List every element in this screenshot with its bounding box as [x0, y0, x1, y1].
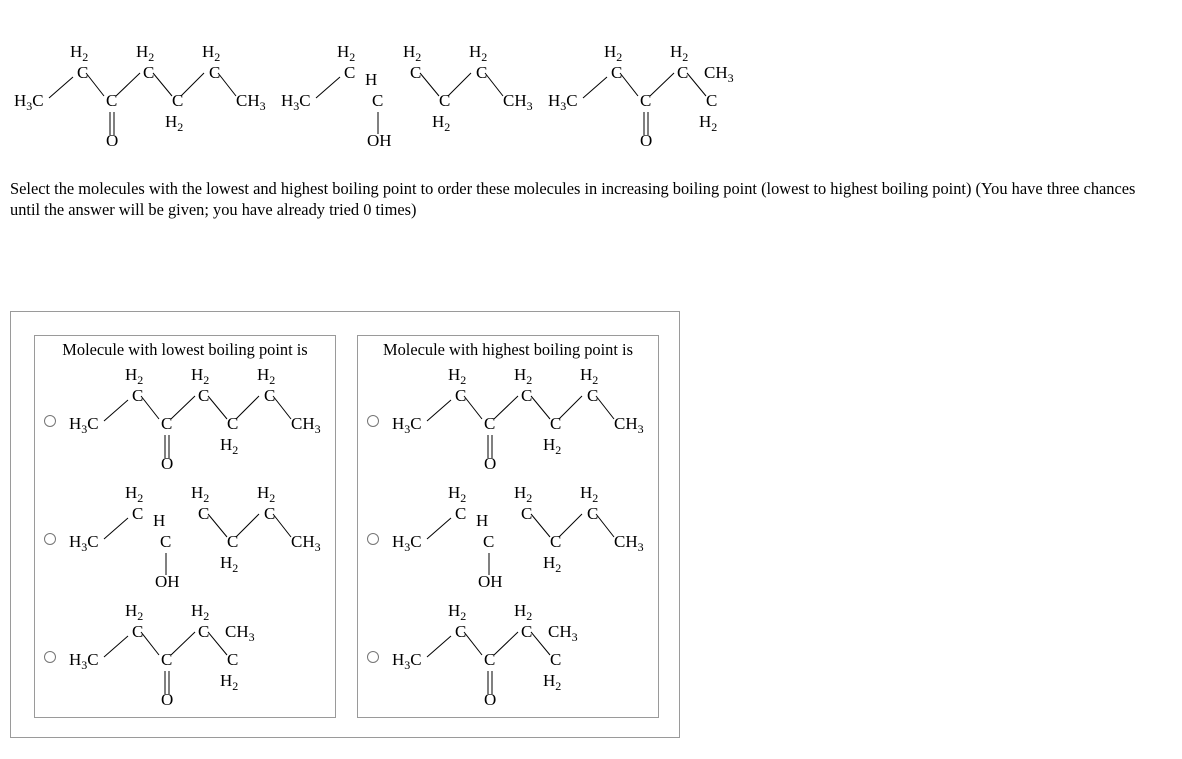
header-molecule-hexan-3-one-carbonyl-c-label: C	[640, 91, 652, 110]
header-molecule-heptan-3-ol-bond-4	[485, 73, 503, 96]
highest-molecule-heptan-3-ol-bond-3	[559, 514, 582, 537]
header-molecule-heptan-3-one-ch2-2-c-label: C	[143, 63, 155, 82]
header-molecule-heptan-3-ol-methine-h-label: H	[365, 70, 378, 89]
header-molecule-heptan-3-one-bond-5	[181, 73, 204, 96]
header-molecule-heptan-3-ol-ch2-4-h2-label: $H_2$	[469, 42, 488, 64]
lowest-molecule-hexan-3-one-ch2-2-h2-label: $H_2$	[191, 601, 210, 623]
lowest-option-heptan-3-one[interactable]	[35, 366, 335, 484]
lowest-molecule-heptan-3-ol-ch2-3-h2-label: $H_2$	[220, 553, 239, 575]
header-molecule-heptan-3-one-ch2-3-h2-label: $H_2$	[165, 112, 184, 134]
lowest-molecule-heptan-3-ol-methine-h-label: H	[153, 511, 166, 530]
lowest-molecule-hexan-3-one-ch2-3-h2-label: $H_2$	[220, 671, 239, 693]
header-molecule-hexan-3-one-bond-2	[620, 73, 638, 96]
highest-molecule-heptan-3-one-bond-4	[531, 396, 550, 419]
highest-molecule-heptan-3-one-bond-3	[494, 396, 518, 419]
header-molecule-heptan-3-one-ch2-1-h2-label: $H_2$	[70, 42, 89, 64]
header-molecule-heptan-3-ol-ch2-2-h2-label: $H_2$	[403, 42, 422, 64]
highest-molecule-hexan-3-one-ch2-2-c-label: C	[521, 622, 533, 641]
lowest-molecule-heptan-3-one-ch2-3-h2-label: $H_2$	[220, 435, 239, 457]
highest-molecule-heptan-3-ol-ch2-1-c-label: C	[455, 504, 467, 523]
lowest-molecule-heptan-3-one-ch2-4-h2-label: $H_2$	[257, 365, 276, 387]
highest-molecule-hexan-3-one-h3c-label: $H_3C$	[392, 650, 422, 672]
header-molecule-heptan-3-ol-ch2-4-c-label: C	[476, 63, 488, 82]
highest-radio-heptan-3-one[interactable]	[367, 415, 379, 427]
header-molecule-hexan-3-one-oxygen-label: O	[640, 131, 653, 150]
header-molecule-heptan-3-ol-ch3-label: $CH_3$	[503, 91, 533, 113]
lowest-molecule-heptan-3-one-bond-3	[171, 396, 195, 419]
header-molecule-heptan-3-ol-h3c-label: $H_3C$	[281, 91, 311, 113]
lowest-molecule-heptan-3-ol-ch2-1-h2-label: $H_2$	[125, 483, 144, 505]
highest-molecule-heptan-3-ol-ch2-3-h2-label: $H_2$	[543, 553, 562, 575]
highest-molecule-heptan-3-one	[392, 367, 652, 471]
highest-molecule-hexan-3-one-ch2-3-c-label: C	[550, 650, 562, 669]
header-molecule-heptan-3-one-ch2-2-h2-label: $H_2$	[136, 42, 155, 64]
lowest-molecule-heptan-3-ol	[69, 485, 329, 589]
highest-molecule-heptan-3-ol-ch2-1-h2-label: $H_2$	[448, 483, 467, 505]
lowest-molecule-heptan-3-one-ch2-1-h2-label: $H_2$	[125, 365, 144, 387]
lowest-molecule-hexan-3-one-h3c-label: $H_3C$	[69, 650, 99, 672]
highest-molecule-heptan-3-ol-ch2-2-c-label: C	[521, 504, 533, 523]
highest-molecule-heptan-3-ol-ch2-4-c-label: C	[587, 504, 599, 523]
highest-molecule-heptan-3-one-ch2-1-h2-label: $H_2$	[448, 365, 467, 387]
lowest-molecule-heptan-3-ol-ch3-label: $CH_3$	[291, 532, 321, 554]
lowest-molecule-hexan-3-one-oxygen-label: O	[161, 690, 174, 709]
header-molecule-heptan-3-ol-bond-3	[448, 73, 471, 96]
highest-molecule-heptan-3-one-h3c-label: $H_3C$	[392, 414, 422, 436]
header-molecule-heptan-3-one-bond-6	[218, 73, 236, 96]
highest-option-heptan-3-ol[interactable]	[358, 484, 658, 602]
header-molecule-heptan-3-ol-bond-2	[420, 73, 439, 96]
lowest-molecule-hexan-3-one-ch2-2-c-label: C	[198, 622, 210, 641]
highest-boiling-panel	[357, 335, 659, 718]
lowest-molecule-heptan-3-ol-ch2-4-c-label: C	[264, 504, 276, 523]
highest-option-heptan-3-one[interactable]	[358, 366, 658, 484]
highest-molecule-heptan-3-ol-bond-2	[531, 514, 550, 537]
lowest-molecule-heptan-3-one-ch2-4-c-label: C	[264, 386, 276, 405]
highest-molecule-heptan-3-ol-ch3-label: $CH_3$	[614, 532, 644, 554]
header-molecule-heptan-3-one-bond-2	[86, 73, 104, 96]
header-molecule-hexan-3-one-ch2-3-h2-label: $H_2$	[699, 112, 718, 134]
lowest-molecule-heptan-3-one-bond-6	[273, 396, 291, 419]
lowest-molecule-heptan-3-ol-bond-1	[104, 518, 128, 539]
lowest-molecule-heptan-3-one-ch2-1-c-label: C	[132, 386, 144, 405]
lowest-molecule-hexan-3-one-carbonyl-c-label: C	[161, 650, 173, 669]
lowest-molecule-heptan-3-ol-bond-3	[236, 514, 259, 537]
lowest-radio-hexan-3-one[interactable]	[44, 651, 56, 663]
lowest-molecule-heptan-3-ol-methine-c-label: C	[160, 532, 172, 551]
lowest-molecule-heptan-3-one	[69, 367, 329, 471]
header-molecule-heptan-3-one-ch2-3-c-label: C	[172, 91, 184, 110]
header-molecule-hexan-3-one-ch2-2-c-label: C	[677, 63, 689, 82]
highest-molecule-hexan-3-one-bond-2	[464, 632, 482, 655]
header-molecule-hexan-3-one-h3c-label: $H_3C$	[548, 91, 578, 113]
lowest-molecule-heptan-3-one-ch2-2-c-label: C	[198, 386, 210, 405]
header-molecule-heptan-3-one-bond-4	[153, 73, 172, 96]
highest-radio-heptan-3-ol[interactable]	[367, 533, 379, 545]
highest-molecule-hexan-3-one	[392, 603, 652, 707]
lowest-molecule-heptan-3-one-bond-2	[141, 396, 159, 419]
highest-molecule-hexan-3-one-ch2-2-h2-label: $H_2$	[514, 601, 533, 623]
lowest-molecule-hexan-3-one	[69, 603, 329, 707]
header-molecule-hexan-3-one-ch2-3-c-label: C	[706, 91, 718, 110]
header-molecule-hexan-3-one-ch2-1-c-label: C	[611, 63, 623, 82]
header-molecule-heptan-3-ol-ch2-2-c-label: C	[410, 63, 422, 82]
highest-molecule-heptan-3-one-ch2-2-h2-label: $H_2$	[514, 365, 533, 387]
lowest-molecule-heptan-3-one-ch3-label: $CH_3$	[291, 414, 321, 436]
lowest-molecule-hexan-3-one-ch2-3-c-label: C	[227, 650, 239, 669]
answer-box	[10, 311, 680, 738]
header-molecule-heptan-3-one-ch2-1-c-label: C	[77, 63, 89, 82]
highest-option-hexan-3-one[interactable]	[358, 602, 658, 720]
header-molecule-heptan-3-ol-hydroxyl-label: OH	[367, 131, 392, 150]
header-molecule-heptan-3-ol-methine-c-label: C	[372, 91, 384, 110]
lowest-molecule-heptan-3-ol-ch2-1-c-label: C	[132, 504, 144, 523]
lowest-molecule-heptan-3-one-bond-4	[208, 396, 227, 419]
lowest-molecule-heptan-3-ol-h3c-label: $H_3C$	[69, 532, 99, 554]
highest-molecule-heptan-3-one-bond-5	[559, 396, 582, 419]
lowest-molecule-heptan-3-one-ch2-2-h2-label: $H_2$	[191, 365, 210, 387]
lowest-molecule-heptan-3-ol-bond-4	[273, 514, 291, 537]
header-molecule-hexan-3-one-ch3-label: $CH_3$	[704, 63, 734, 85]
lowest-molecule-heptan-3-ol-ch2-4-h2-label: $H_2$	[257, 483, 276, 505]
highest-molecule-hexan-3-one-ch2-1-h2-label: $H_2$	[448, 601, 467, 623]
lowest-molecule-heptan-3-ol-ch2-3-c-label: C	[227, 532, 239, 551]
header-molecule-heptan-3-ol-ch2-1-h2-label: $H_2$	[337, 42, 356, 64]
highest-molecule-heptan-3-one-ch3-label: $CH_3$	[614, 414, 644, 436]
header-molecule-heptan-3-ol-ch2-3-c-label: C	[439, 91, 451, 110]
header-molecule-heptan-3-ol-bond-1	[316, 77, 340, 98]
highest-molecule-heptan-3-one-ch2-4-c-label: C	[587, 386, 599, 405]
header-molecule-heptan-3-one-ch2-4-h2-label: $H_2$	[202, 42, 221, 64]
lowest-molecule-heptan-3-ol-ch2-2-c-label: C	[198, 504, 210, 523]
header-molecule-hexan-3-one-bond-1	[583, 77, 607, 98]
header-molecule-heptan-3-one-bond-3	[116, 73, 140, 96]
lowest-molecule-hexan-3-one-ch3-label: $CH_3$	[225, 622, 255, 644]
lowest-molecule-hexan-3-one-bond-1	[104, 636, 128, 657]
lowest-molecule-hexan-3-one-ch2-1-c-label: C	[132, 622, 144, 641]
lowest-radio-heptan-3-ol[interactable]	[44, 533, 56, 545]
highest-molecule-heptan-3-ol-methine-h-label: H	[476, 511, 489, 530]
header-molecule-heptan-3-ol-ch2-1-c-label: C	[344, 63, 356, 82]
header-molecule-heptan-3-one-ch2-4-c-label: C	[209, 63, 221, 82]
lowest-option-hexan-3-one[interactable]	[35, 602, 335, 720]
lowest-molecule-heptan-3-ol-hydroxyl-label: OH	[155, 572, 180, 591]
lowest-molecule-hexan-3-one-bond-2	[141, 632, 159, 655]
lowest-molecule-heptan-3-ol-ch2-2-h2-label: $H_2$	[191, 483, 210, 505]
highest-molecule-heptan-3-one-ch2-2-c-label: C	[521, 386, 533, 405]
highest-molecule-heptan-3-ol-methine-c-label: C	[483, 532, 495, 551]
lowest-panel-title: Molecule with lowest boiling point is	[62, 340, 308, 359]
header-molecule-hexan-3-one-bond-3	[650, 73, 674, 96]
highest-molecule-heptan-3-ol-h3c-label: $H_3C$	[392, 532, 422, 554]
highest-molecule-heptan-3-one-ch2-1-c-label: C	[455, 386, 467, 405]
highest-molecule-heptan-3-one-ch2-3-c-label: C	[550, 414, 562, 433]
header-molecule-heptan-3-ol-ch2-3-h2-label: $H_2$	[432, 112, 451, 134]
highest-molecule-hexan-3-one-oxygen-label: O	[484, 690, 497, 709]
highest-molecule-heptan-3-ol-bond-1	[427, 518, 451, 539]
header-molecule-heptan-3-one-ch3-label: $CH_3$	[236, 91, 266, 113]
highest-molecule-heptan-3-one-ch2-3-h2-label: $H_2$	[543, 435, 562, 457]
lowest-radio-heptan-3-one[interactable]	[44, 415, 56, 427]
highest-molecule-heptan-3-one-bond-6	[596, 396, 614, 419]
highest-molecule-heptan-3-ol-ch2-4-h2-label: $H_2$	[580, 483, 599, 505]
lowest-molecule-heptan-3-ol-bond-2	[208, 514, 227, 537]
highest-molecule-hexan-3-one-bond-1	[427, 636, 451, 657]
highest-molecule-heptan-3-one-bond-2	[464, 396, 482, 419]
lowest-option-heptan-3-ol[interactable]	[35, 484, 335, 602]
highest-molecule-heptan-3-one-carbonyl-c-label: C	[484, 414, 496, 433]
highest-molecule-hexan-3-one-ch3-label: $CH_3$	[548, 622, 578, 644]
header-molecule-heptan-3-one-bond-1	[49, 77, 73, 98]
highest-molecule-hexan-3-one-ch2-3-h2-label: $H_2$	[543, 671, 562, 693]
highest-panel-title: Molecule with highest boiling point is	[383, 340, 633, 359]
highest-molecule-heptan-3-one-oxygen-label: O	[484, 454, 497, 473]
highest-molecule-hexan-3-one-bond-3	[494, 632, 518, 655]
lowest-molecule-heptan-3-one-ch2-3-c-label: C	[227, 414, 239, 433]
header-molecule-hexan-3-one	[548, 44, 888, 148]
highest-molecule-heptan-3-ol-ch2-3-c-label: C	[550, 532, 562, 551]
highest-molecule-heptan-3-ol-hydroxyl-label: OH	[478, 572, 503, 591]
question-prompt: Select the molecules with the lowest and highest boiling point to order these molecules in increasing boiling point (lowest to highest boiling point) (You have three chances until the answer will be given; you have already tried 0 times)	[10, 179, 1136, 219]
highest-molecule-heptan-3-one-bond-1	[427, 400, 451, 421]
header-molecule-hexan-3-one-ch2-2-h2-label: $H_2$	[670, 42, 689, 64]
header-molecule-hexan-3-one-ch2-1-h2-label: $H_2$	[604, 42, 623, 64]
lowest-molecule-heptan-3-one-h3c-label: $H_3C$	[69, 414, 99, 436]
highest-molecule-heptan-3-ol	[392, 485, 652, 589]
highest-molecule-hexan-3-one-carbonyl-c-label: C	[484, 650, 496, 669]
highest-molecule-heptan-3-one-ch2-4-h2-label: $H_2$	[580, 365, 599, 387]
lowest-molecule-heptan-3-one-oxygen-label: O	[161, 454, 174, 473]
highest-radio-hexan-3-one[interactable]	[367, 651, 379, 663]
highest-molecule-heptan-3-ol-ch2-2-h2-label: $H_2$	[514, 483, 533, 505]
header-molecule-heptan-3-one-carbonyl-c-label: C	[106, 91, 118, 110]
highest-molecule-hexan-3-one-ch2-1-c-label: C	[455, 622, 467, 641]
lowest-molecule-heptan-3-one-bond-5	[236, 396, 259, 419]
header-molecule-heptan-3-one-h3c-label: $H_3C$	[14, 91, 44, 113]
lowest-molecule-heptan-3-one-bond-1	[104, 400, 128, 421]
lowest-molecule-heptan-3-one-carbonyl-c-label: C	[161, 414, 173, 433]
lowest-boiling-panel	[34, 335, 336, 718]
highest-molecule-heptan-3-ol-bond-4	[596, 514, 614, 537]
lowest-molecule-hexan-3-one-ch2-1-h2-label: $H_2$	[125, 601, 144, 623]
lowest-molecule-hexan-3-one-bond-3	[171, 632, 195, 655]
header-molecule-heptan-3-one-oxygen-label: O	[106, 131, 119, 150]
